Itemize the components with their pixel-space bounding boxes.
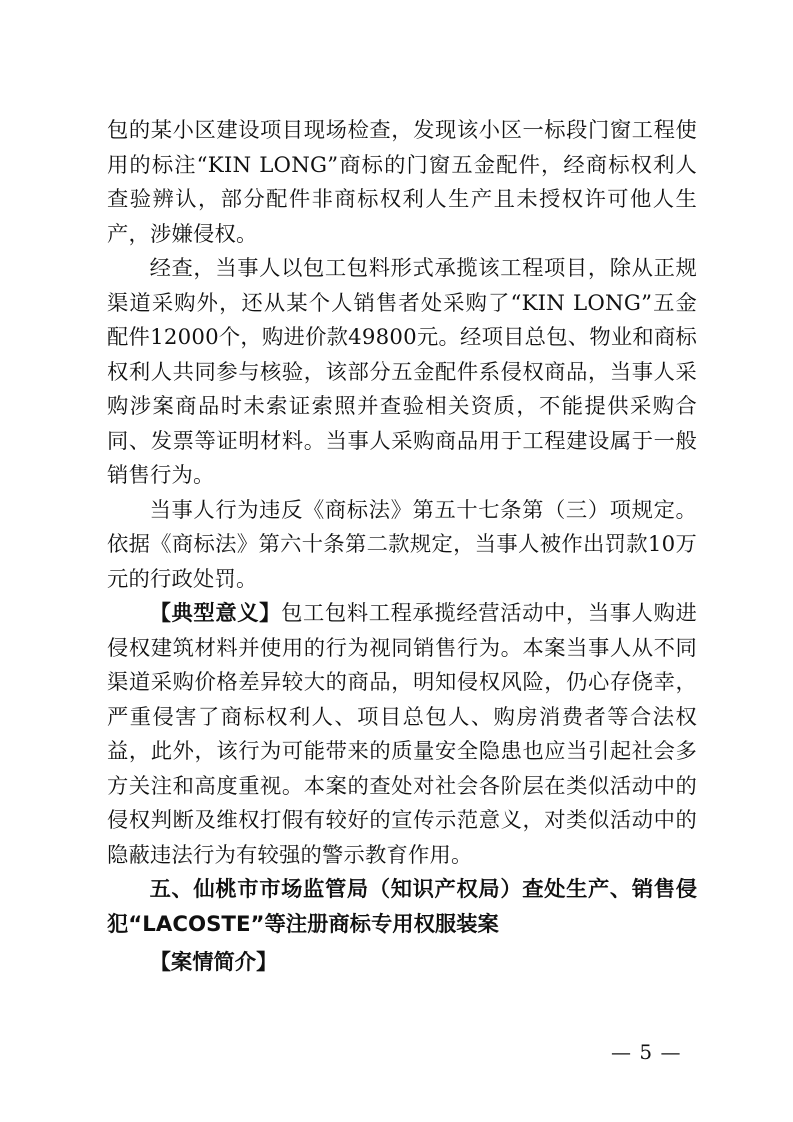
case-summary-subheading: 【案情简介】 bbox=[149, 950, 278, 975]
typical-significance-text: 包工包料工程承揽经营活动中，当事人购进侵权建筑材料并使用的行为视同销售行为。本案当事人从不同渠道采购价格差异较大的商品，明知侵权风险，仍心存侥幸，严重侵害了商标权利人、项目总包人、购房消费者等合法权益，此外，该行为可能带来的质量安全隐患也应当引起社会多方关注和高度重视。本案的查处对社会各阶层在类似活动中的侵权判断及维权打假有较好的宣传示范意义，对类似活动中的隐蔽违法行为有较强的警示教育作用。 bbox=[107, 601, 697, 868]
paragraph-typical-significance bbox=[107, 597, 697, 873]
paragraph-penalty: 当事人行为违反《商标法》第五十七条第（三）项规定。依据《商标法》第六十条第二款规定，当事人被作出罚款10万元的行政处罚。 bbox=[107, 497, 697, 592]
paragraph-case-continuation: 包的某小区建设项目现场检查，发现该小区一标段门窗工程使用的标注“KIN LONG”商标的门窗五金配件，经商标权利人查验辨认，部分配件非商标权利人生产且未授权许可他人生产，涉嫌侵权。 bbox=[107, 118, 697, 247]
typical-significance-label: 【典型意义】 bbox=[149, 601, 282, 626]
document-body bbox=[107, 114, 697, 981]
paragraph-investigation-findings: 经查，当事人以包工包料形式承揽该工程项目，除从正规渠道采购外，还从某个人销售者处采购了“KIN LONG”五金配件12000个，购进价款49800元。经项目总包、物业和商标权利人共同参与核验，该部分五金配件系侵权商品，当事人采购涉案商品时未索证索照并查验相关资质，不能提供采购合同、发票等证明材料。当事人采购商品用于工程建设属于一般销售行为。 bbox=[107, 256, 697, 488]
section-heading: 五、仙桃市市场监管局（知识产权局）查处生产、销售侵犯“LACOSTE”等注册商标专用权服装案 bbox=[107, 877, 697, 937]
page-number: — 5 — bbox=[611, 1040, 682, 1064]
